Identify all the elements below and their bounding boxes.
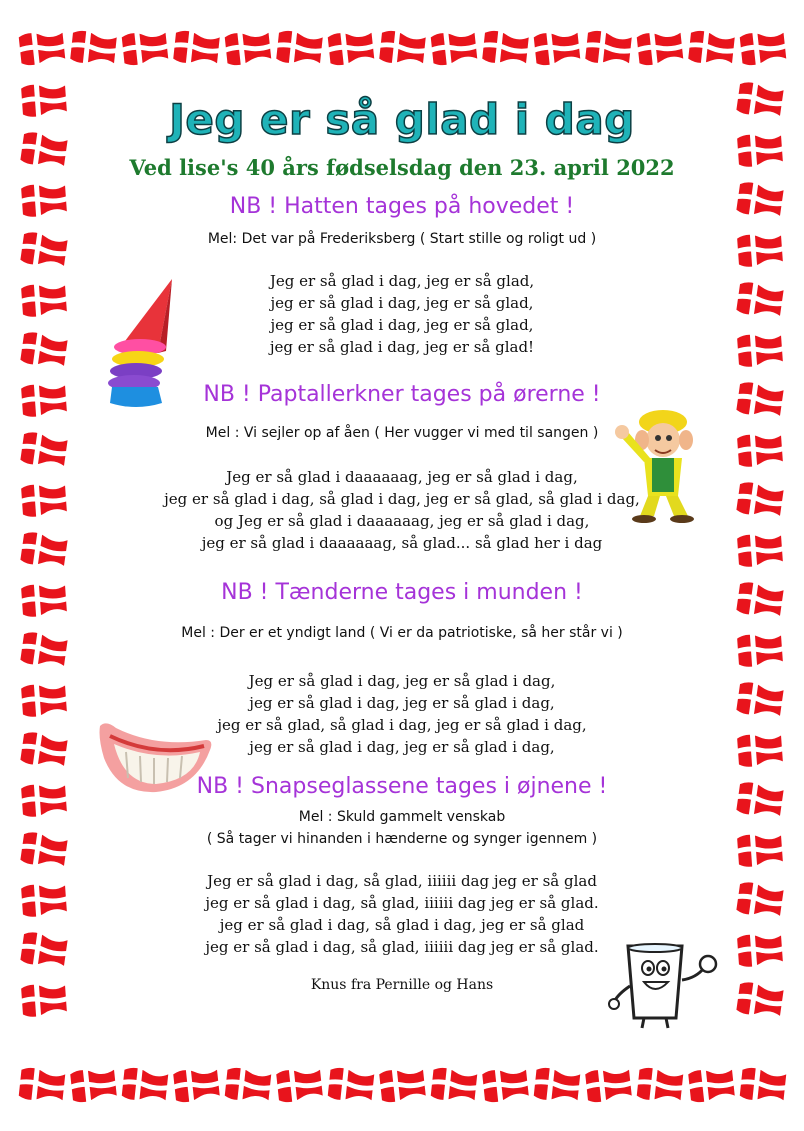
- verse-line: jeg er så glad i dag, så glad, iiiiii dag jeg er så glad.: [205, 938, 599, 956]
- danish-flag-icon: [734, 579, 787, 621]
- danish-flag-icon: [171, 1065, 223, 1106]
- false-teeth-icon: [96, 718, 216, 800]
- danish-flag-icon: [737, 28, 789, 69]
- section-heading: NB ! Hatten tages på hovedet !: [229, 194, 575, 219]
- danish-flag-icon: [735, 330, 785, 369]
- danish-flag-icon: [119, 1065, 171, 1106]
- danish-flag-icon: [19, 280, 69, 319]
- danish-flag-icon: [19, 80, 69, 119]
- danish-flag-icon: [18, 829, 71, 871]
- danish-flag-icon: [735, 530, 785, 569]
- page-subtitle: Ved lise's 40 års fødselsdag den 23. april 2022: [129, 155, 675, 180]
- danish-flag-icon: [734, 79, 787, 121]
- danish-flag-icon: [735, 130, 785, 169]
- danish-flag-icon: [734, 779, 787, 821]
- verse: [90, 270, 714, 358]
- danish-flag-icon: [18, 229, 71, 271]
- danish-flag-icon: [634, 1065, 686, 1106]
- danish-flag-icon: [734, 279, 787, 321]
- danish-flag-icon: [735, 630, 785, 669]
- danish-flag-icon: [19, 880, 69, 919]
- danish-flag-icon: [428, 28, 480, 69]
- danish-flag-icon: [18, 629, 71, 671]
- danish-flag-icon: [480, 28, 532, 69]
- danish-flag-icon: [531, 1065, 583, 1106]
- verse-line: jeg er så glad i dag, jeg er så glad,: [270, 316, 534, 334]
- danish-flag-icon: [377, 28, 429, 69]
- danish-flag-icon: [16, 1065, 68, 1106]
- danish-flag-icon: [734, 179, 787, 221]
- danish-flag-icon: [686, 1065, 738, 1106]
- verse-line: jeg er så glad, så glad i dag, jeg er så glad i dag,: [217, 716, 587, 734]
- danish-flag-icon: [19, 680, 69, 719]
- danish-flag-icon: [18, 929, 71, 971]
- verse-line: Jeg er så glad i dag, så glad, iiiiii dag jeg er så glad: [207, 872, 597, 890]
- verse-line: Jeg er så glad i dag, jeg er så glad i dag,: [248, 672, 556, 690]
- verse-line: Jeg er så glad i daaaaaag, jeg er så glad i dag,: [226, 468, 578, 486]
- verse-line: jeg er så glad i dag, jeg er så glad!: [269, 338, 535, 356]
- danish-flag-icon: [735, 830, 785, 869]
- melody-line: Mel : Der er et yndigt land ( Vi er da patriotiske, så her står vi ): [181, 625, 623, 641]
- verse-line: jeg er så glad i dag, så glad, iiiiii dag jeg er så glad.: [205, 894, 599, 912]
- danish-flag-icon: [737, 1065, 789, 1106]
- danish-flag-icon: [18, 129, 71, 171]
- party-hat-icon: [100, 275, 180, 410]
- verse-line: jeg er så glad i dag, jeg er så glad i dag,: [249, 738, 555, 756]
- danish-flag-icon: [735, 930, 785, 969]
- danish-flag-icon: [735, 730, 785, 769]
- section-heading: NB ! Paptallerkner tages på ørerne !: [203, 382, 601, 407]
- section-heading: NB ! Tænderne tages i munden !: [221, 580, 583, 605]
- section-heading: NB ! Snapseglassene tages i øjnene !: [196, 774, 608, 799]
- verse-line: jeg er så glad i dag, så glad i dag, jeg er så glad, så glad i dag,: [164, 490, 640, 508]
- melody-note: ( Så tager vi hinanden i hænderne og synger igennem ): [206, 831, 598, 847]
- melody-line: Mel: Det var på Frederiksberg ( Start stille og roligt ud ): [207, 231, 597, 247]
- danish-flag-icon: [19, 580, 69, 619]
- danish-flag-icon: [734, 479, 787, 521]
- danish-flag-icon: [686, 28, 738, 69]
- danish-flag-icon: [531, 28, 583, 69]
- danish-flag-icon: [734, 379, 787, 421]
- danish-flag-icon: [735, 430, 785, 469]
- danish-flag-icon: [18, 529, 71, 571]
- danish-flag-icon: [634, 28, 686, 69]
- danish-flag-icon: [274, 28, 326, 69]
- danish-flag-icon: [16, 28, 68, 69]
- shot-glass-icon: [608, 940, 728, 1030]
- signature: Knus fra Pernille og Hans: [310, 977, 494, 993]
- danish-flag-icon: [222, 1065, 274, 1106]
- danish-flag-icon: [68, 28, 120, 69]
- verse-line: jeg er så glad i dag, så glad i dag, jeg er så glad: [219, 916, 585, 934]
- danish-flag-icon: [18, 429, 71, 471]
- danish-flag-icon: [583, 28, 635, 69]
- danish-flag-icon: [428, 1065, 480, 1106]
- danish-flag-icon: [19, 180, 69, 219]
- danish-flag-icon: [19, 980, 69, 1019]
- danish-flag-icon: [734, 979, 787, 1021]
- dwarf-icon: [608, 400, 708, 525]
- danish-flag-icon: [274, 1065, 326, 1106]
- danish-flag-icon: [18, 729, 71, 771]
- verse-line: jeg er så glad i dag, jeg er så glad i dag,: [249, 694, 555, 712]
- danish-flag-icon: [18, 329, 71, 371]
- danish-flag-icon: [171, 28, 223, 69]
- danish-flag-icon: [19, 780, 69, 819]
- danish-flag-icon: [119, 28, 171, 69]
- danish-flag-icon: [734, 879, 787, 921]
- song-content: [90, 80, 714, 996]
- danish-flag-icon: [583, 1065, 635, 1106]
- danish-flag-icon: [325, 28, 377, 69]
- verse-line: jeg er så glad i daaaaaag, så glad... så glad her i dag: [201, 534, 603, 552]
- danish-flag-icon: [68, 1065, 120, 1106]
- danish-flag-icon: [480, 1065, 532, 1106]
- danish-flag-icon: [222, 28, 274, 69]
- verse-line: og Jeg er så glad i daaaaaag, jeg er så glad i dag,: [214, 512, 590, 530]
- danish-flag-icon: [19, 380, 69, 419]
- danish-flag-icon: [377, 1065, 429, 1106]
- danish-flag-icon: [735, 230, 785, 269]
- danish-flag-icon: [19, 480, 69, 519]
- danish-flag-icon: [734, 679, 787, 721]
- page-title: Jeg er så glad i dag: [169, 95, 635, 144]
- song-section-hat: [90, 192, 714, 358]
- melody-line: Mel : Skuld gammelt venskab: [298, 809, 506, 825]
- melody-line: Mel : Vi sejler op af åen ( Her vugger vi med til sangen ): [205, 425, 599, 441]
- verse-line: jeg er så glad i dag, jeg er så glad,: [270, 294, 534, 312]
- verse-line: Jeg er så glad i dag, jeg er så glad,: [269, 272, 535, 290]
- danish-flag-icon: [325, 1065, 377, 1106]
